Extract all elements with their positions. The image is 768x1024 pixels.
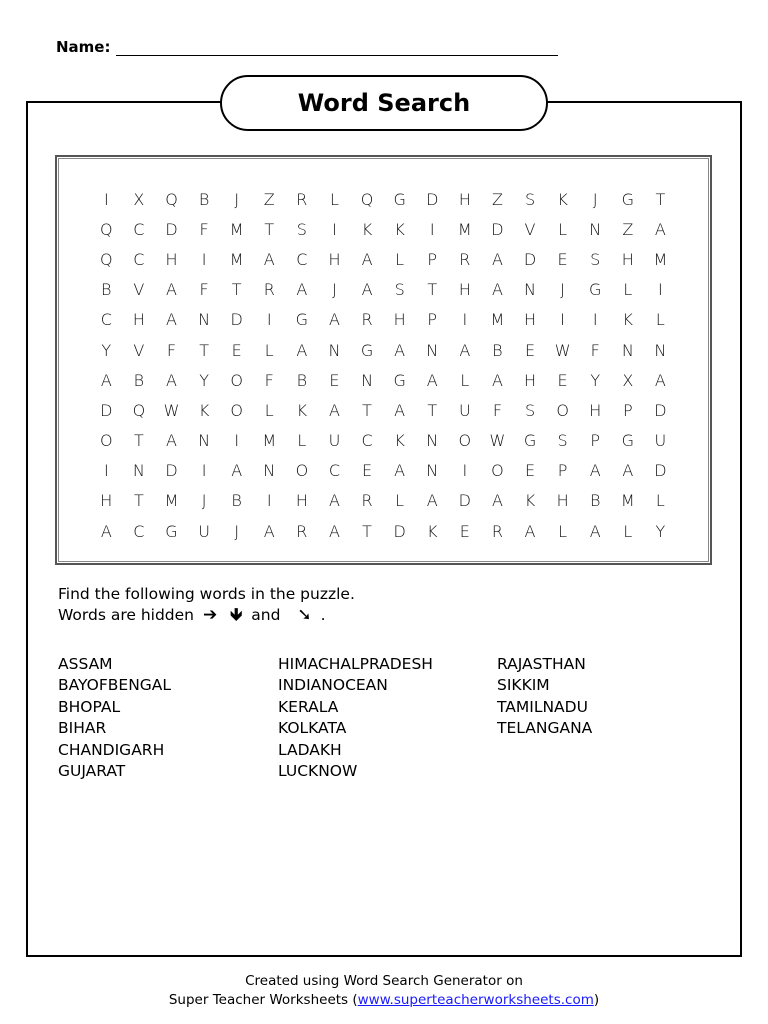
grid-cell: W [163,400,180,420]
grid-cell: C [133,249,145,269]
grid-cell: B [198,189,210,209]
grid-cell: M [164,491,179,511]
grid-cell: I [201,461,207,481]
grid-cell: Q [360,189,374,209]
word-list-item: TELANGANA [497,719,593,738]
grid-cell: A [459,340,471,360]
grid-cell: K [296,400,308,420]
grid-cell: M [229,249,244,269]
grid-cell: B [231,491,242,511]
grid-cell: P [427,310,438,330]
grid-cell: I [103,189,109,209]
grid-cell: A [622,461,634,481]
grid-cell: A [166,370,177,390]
footer-prefix: Super Teacher Worksheets ( [168,992,358,1008]
grid-cell: T [362,400,372,420]
word-list-item: TAMILNADU [497,697,588,716]
grid-cell: O [556,400,569,420]
word-list-item: BAYOFBENGAL [58,676,172,695]
grid-cell: A [394,400,406,420]
grid-cell: C [361,431,373,451]
grid-cell: A [166,280,177,300]
word-list-column-1 [58,654,171,782]
page-title: Word Search [220,75,548,131]
grid-cell: T [134,491,144,511]
grid-cell: K [394,219,405,239]
grid-cell: A [328,521,340,541]
word-list-item: INDIANOCEAN [278,676,388,695]
grid-cell: N [361,370,374,390]
grid-cell: A [361,249,373,269]
grid-cell: N [328,340,341,360]
grid-cell: A [589,521,601,541]
grid-cell: M [262,431,277,451]
grid-cell: Q [132,400,146,420]
footer-line2 [0,991,768,1010]
footer-suffix: ) [593,992,600,1008]
grid-cell: S [394,280,405,300]
grid-cell: N [524,280,536,300]
grid-cell: O [295,461,309,481]
grid-cell: H [393,310,406,330]
instructions-prefix: Words are hidden [58,606,195,624]
grid-cell: O [230,370,243,390]
grid-cell: H [328,249,341,269]
grid-cell: A [426,491,438,511]
grid-cell: F [590,340,600,360]
grid-cell: S [524,189,536,209]
word-list-item: KOLKATA [278,719,347,738]
grid-cell: H [132,310,145,330]
grid-cell: B [492,340,503,360]
grid-cell: O [100,431,113,451]
grid-cell: G [621,189,634,209]
grid-cell: S [296,219,307,239]
footer-link[interactable]: www.superteacherworksheets.com [357,992,594,1008]
grid-cell: A [296,280,308,300]
grid-cell: A [361,280,373,300]
grid-cell: G [393,370,406,390]
grid-cell: M [620,491,635,511]
grid-cell: E [557,249,568,269]
word-list-column-2 [278,654,433,782]
grid-cell: T [362,521,372,541]
footer [0,972,768,1010]
grid-cell: C [133,219,145,239]
grid-cell: D [523,249,537,269]
grid-cell: J [560,280,565,300]
name-label: Name: [56,38,111,56]
grid-cell: A [394,340,406,360]
grid-cell: A [654,370,666,390]
grid-cell: H [524,370,537,390]
grid-cell: K [394,431,405,451]
grid-cell: A [589,461,601,481]
grid-cell: N [654,340,667,360]
grid-cell: J [592,189,598,209]
grid-cell: H [100,491,113,511]
instructions-period: . [320,606,326,624]
grid-cell: A [491,370,503,390]
grid-cell: L [558,219,568,239]
grid-cell: J [201,491,207,511]
grid-cell: A [166,431,177,451]
grid-cell: U [458,400,471,420]
grid-cell: R [361,491,373,511]
word-list-item: CHANDIGARH [58,740,165,759]
grid-cell: V [524,219,536,239]
grid-cell: A [166,310,177,330]
grid-cell: P [427,249,438,269]
grid-cell: X [133,189,145,209]
instructions-and: and [251,606,281,624]
grid-cell: Y [655,521,666,541]
grid-cell: H [556,491,569,511]
grid-cell: A [491,491,503,511]
grid-cell: K [198,400,210,420]
grid-cell: H [621,249,634,269]
grid-cell: C [296,249,308,269]
grid-cell: K [557,189,568,209]
grid-cell: G [523,431,537,451]
grid-cell: P [590,431,601,451]
arrow-right-icon: ➔ [202,605,218,625]
grid-cell: I [201,249,207,269]
grid-cell: H [458,189,471,209]
grid-cell: Q [100,249,113,269]
grid-cell: E [361,461,373,481]
grid-cell: I [332,219,337,239]
grid-cell: A [328,491,340,511]
arrow-diagonal-icon: ➘ [297,605,312,625]
grid-cell: L [655,491,665,511]
grid-cell: J [234,189,240,209]
grid-cell: Y [101,340,112,360]
grid-cell: B [133,370,145,390]
grid-cell: I [234,431,240,451]
grid-cell: E [329,370,340,390]
word-list-item: SIKKIM [497,676,550,695]
grid-cell: H [589,400,602,420]
grid-cell: U [654,431,667,451]
grid-cell: F [166,340,177,360]
grid-cell: L [655,310,665,330]
grid-cell: S [557,431,568,451]
grid-cell: Y [590,370,601,390]
grid-cell: G [621,431,634,451]
grid-cell: D [165,461,178,481]
grid-cell: A [100,370,112,390]
grid-cell: A [524,521,536,541]
grid-cell: A [263,521,275,541]
grid-cell: L [623,280,633,300]
grid-cell: A [328,310,340,330]
grid-cell: A [654,219,666,239]
grid-cell: R [296,521,308,541]
grid-cell: M [490,310,505,330]
grid-cell: N [132,461,145,481]
grid-cell: K [622,310,634,330]
grid-cell: I [266,310,272,330]
instructions-line2 [58,605,355,626]
grid-cell: K [524,491,536,511]
grid-cell: T [199,340,209,360]
grid-cell: E [459,521,470,541]
grid-cell: A [426,370,438,390]
grid-cell: N [198,431,211,451]
grid-cell: G [295,310,309,330]
grid-cell: Z [491,189,503,209]
grid-cell: M [229,219,244,239]
grid-cell: U [198,521,210,541]
grid-cell: I [560,310,565,330]
grid-cell: G [165,521,178,541]
grid-cell: T [427,400,438,420]
word-list-item: HIMACHALPRADESH [278,655,433,673]
grid-cell: A [491,249,503,269]
grid-cell: D [491,219,504,239]
grid-cell: A [100,521,112,541]
grid-cell: M [653,249,668,269]
grid-cell: V [133,280,145,300]
word-list-item: KERALA [278,697,339,716]
word-list-item: LUCKNOW [278,762,358,781]
grid-cell: H [295,491,308,511]
grid-cell: G [360,340,374,360]
grid-cell: N [621,340,634,360]
grid-cell: I [429,219,435,239]
grid-cell: D [654,461,667,481]
name-row [56,38,558,56]
grid-cell: O [230,400,243,420]
word-list-item: LADAKH [278,740,342,759]
grid-cell: A [231,461,243,481]
grid-cell: A [491,280,503,300]
grid-cell: A [263,249,275,269]
grid-cell: C [133,521,145,541]
grid-cell: S [524,400,536,420]
grid-cell: H [165,249,178,269]
grid-cell: F [199,280,209,300]
grid-cell: I [462,310,468,330]
grid-cell: A [394,461,406,481]
grid-cell: E [524,340,536,360]
grid-cell: D [426,189,439,209]
grid-cell: D [393,521,406,541]
grid-cell: R [263,280,275,300]
grid-cell: L [395,249,405,269]
footer-line1: Created using Word Search Generator on [245,973,523,989]
grid-cell: Q [165,189,178,209]
grid-cell: C [100,310,112,330]
grid-cell: T [134,431,144,451]
grid-cell: D [100,400,113,420]
grid-cell: M [457,219,472,239]
grid-cell: W [554,340,571,360]
grid-cell: L [264,400,274,420]
grid-cell: L [264,340,274,360]
word-list-item: BHOPAL [58,697,121,716]
grid-cell: I [592,310,598,330]
grid-cell: A [328,400,340,420]
grid-cell: F [199,219,209,239]
grid-cell: T [231,280,242,300]
grid-cell: Z [263,189,275,209]
grid-cell: T [264,219,275,239]
grid-cell: B [296,370,308,390]
grid-cell: R [361,310,373,330]
grid-cell: N [426,340,439,360]
grid-cell: Y [199,370,209,390]
grid-cell: J [332,280,337,300]
grid-cell: Q [100,219,113,239]
word-list-item: RAJASTHAN [497,655,586,673]
grid-cell: U [328,431,341,451]
grid-cell: I [266,491,272,511]
grid-cell: P [557,461,568,481]
grid-cell: N [426,461,439,481]
grid-cell: N [426,431,439,451]
grid-cell: F [492,400,503,420]
grid-cell: E [231,340,242,360]
grid-cell: T [427,280,438,300]
grid-cell: D [165,219,178,239]
grid-cell: B [589,491,601,511]
arrow-down-icon: 🡻 [230,605,243,625]
grid-cell: T [655,189,666,209]
grid-cell: F [264,370,274,390]
grid-cell: D [230,310,243,330]
grid-cell: W [489,431,506,451]
letter-grid [90,184,677,546]
grid-cell: K [426,521,438,541]
grid-cell: P [622,400,633,420]
grid-cell: H [458,280,471,300]
grid-cell: L [460,370,470,390]
word-list-item: GUJARAT [58,762,126,781]
grid-cell: K [361,219,373,239]
grid-cell: N [198,310,211,330]
grid-cell: D [654,400,667,420]
instructions-line1: Find the following words in the puzzle. [58,585,355,603]
grid-cell: C [328,461,341,481]
grid-cell: I [103,461,109,481]
grid-cell: A [296,340,308,360]
grid-cell: O [458,431,472,451]
grid-cell: E [524,461,536,481]
grid-cell: E [557,370,568,390]
word-list-column-3 [497,654,592,740]
grid-cell: B [101,280,112,300]
name-line [116,39,558,56]
grid-cell: I [658,280,663,300]
grid-cell: L [329,189,339,209]
grid-cell: V [133,340,145,360]
grid-cell: N [263,461,276,481]
grid-cell: R [459,249,471,269]
word-list-item: BIHAR [58,719,107,738]
grid-cell: G [393,189,406,209]
grid-cell: Z [622,219,634,239]
grid-cell: L [395,491,405,511]
grid-cell: D [458,491,471,511]
grid-cell: L [297,431,307,451]
grid-cell: O [491,461,504,481]
grid-cell: J [234,521,240,541]
grid-cell: L [558,521,568,541]
word-list-item: ASSAM [58,655,113,673]
grid-cell: N [589,219,602,239]
grid-cell: L [623,521,633,541]
grid-cell: R [296,189,308,209]
grid-cell: G [589,280,602,300]
grid-cell: S [590,249,601,269]
grid-cell: H [524,310,537,330]
instructions [58,584,355,626]
grid-cell: R [491,521,503,541]
grid-cell: I [462,461,468,481]
grid-cell: X [622,370,634,390]
